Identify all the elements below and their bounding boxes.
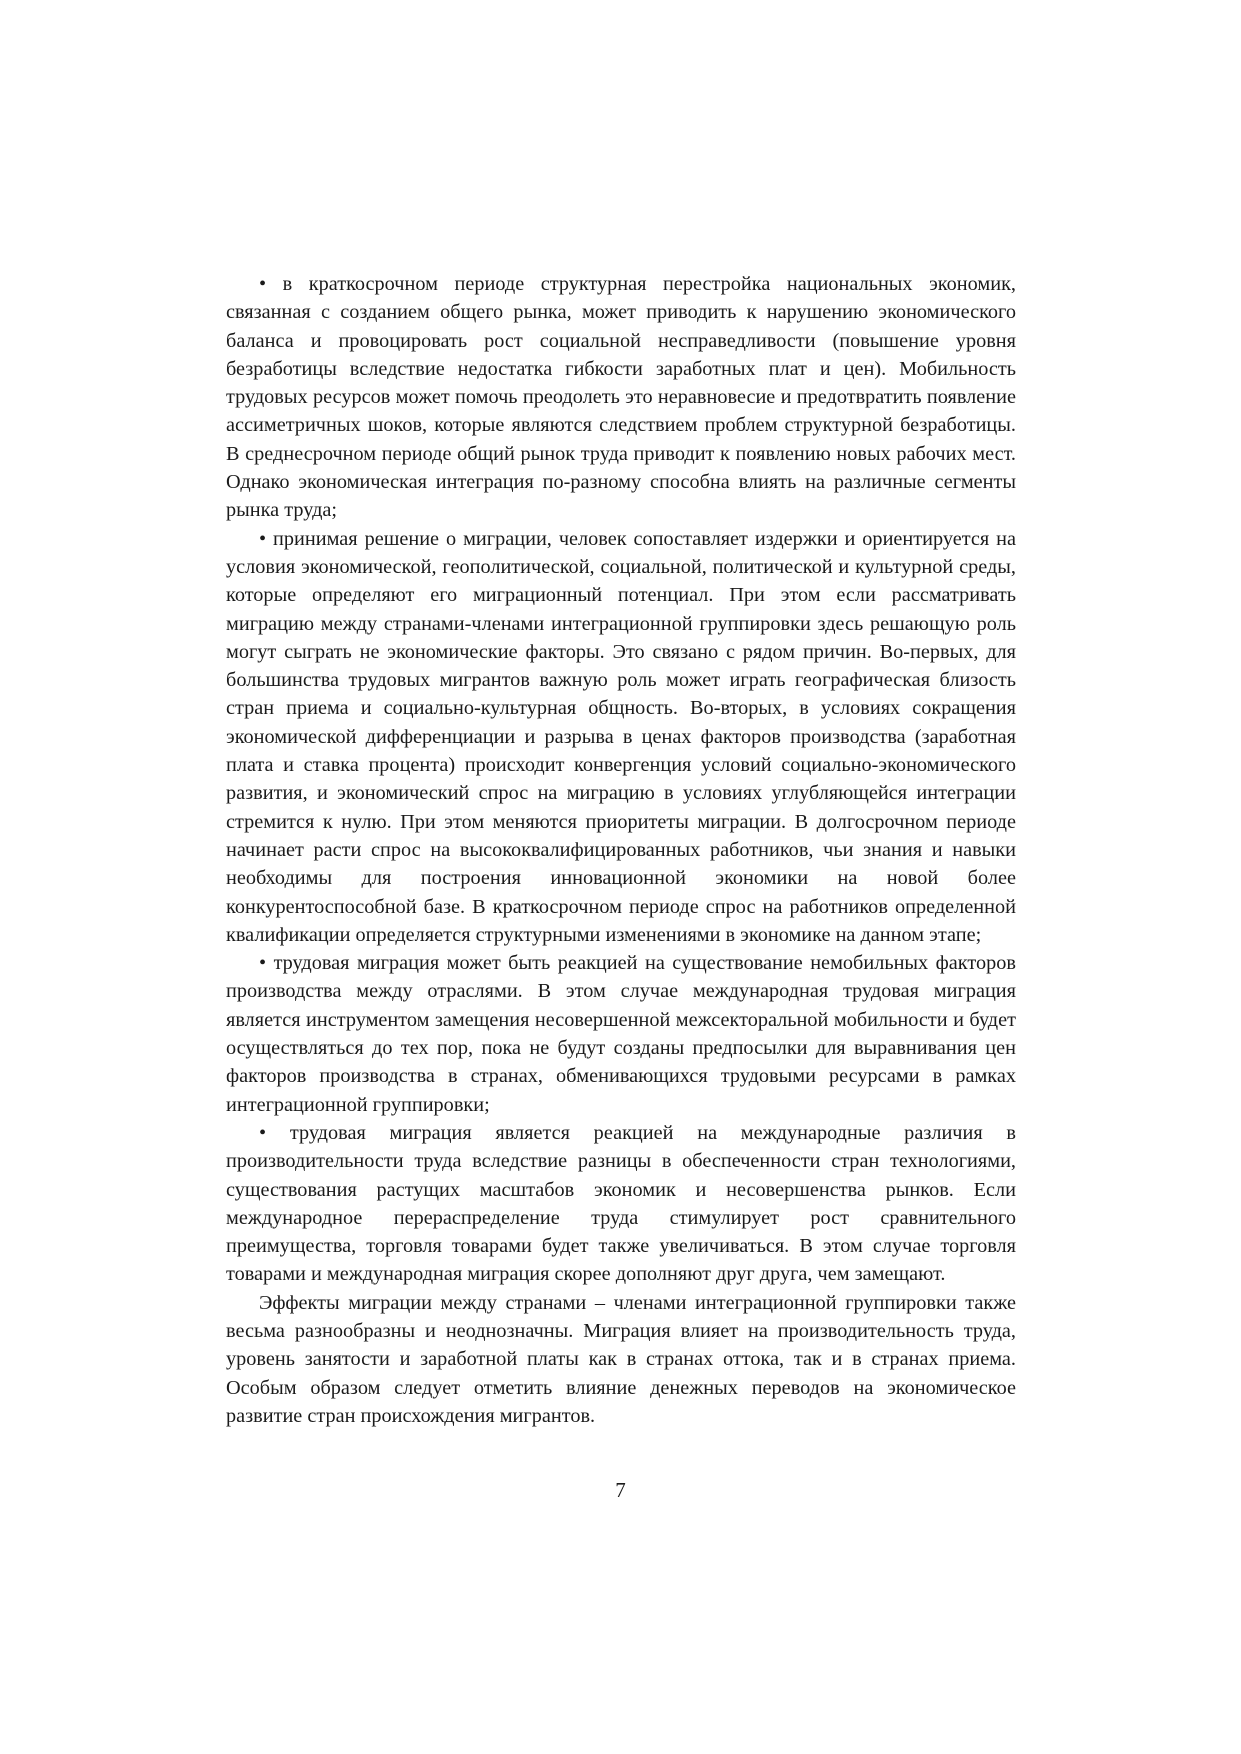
paragraph-bullet-short-term-restructuring: • в краткосрочном периоде структурная перестройка национальных экономик, связанная с созданием общего рынка, может приводить к нарушению экономического баланса и провоцировать рост социальной несправедливости (повышение уровня безработицы вследствие недостатка гибкости заработных плат и цен). Мобильность трудовых ресурсов может помочь преодолеть это неравновесие и предотвратить появление ассиметричных шоков, которые являются следствием проблем структурной безработицы. В среднесрочном периоде общий рынок труда приводит к появлению новых рабочих мест. Однако экономическая интеграция по-разному способна влиять на различные сегменты рынка труда; [226, 273, 1016, 522]
paragraph-migration-effects: Эффекты миграции между странами – членами интеграционной группировки также весьма разнообразны и неоднозначны. Миграция влияет на производительность труда, уровень занятости и заработной платы как в странах оттока, так и в странах приема. Особым образом следует отметить влияние денежных переводов на экономическое развитие стран происхождения мигрантов. [226, 1291, 1016, 1427]
paragraph-bullet-migration-decision: • принимая решение о миграции, человек сопоставляет издержки и ориентируется на условия экономической, геополитической, социальной, политической и культурной среды, которые определяют его миграционный потенциал. При этом если рассматривать миграцию между странами-членами интеграционной группировки здесь решающую роль могут сыграть не экономические факторы. Это связано с рядом причин. Во-первых, для большинства трудовых мигрантов важную роль может играть географическая близость стран приема и социально-культурная общность. Во-вторых, в условиях сокращения экономической дифференциации и разрыва в ценах факторов производства (заработная плата и ставка процента) происходит конвергенция условий социально-экономического развития, и экономический спрос на миграцию в условиях углубляющейся интеграции стремится к нулю. При этом меняются приоритеты миграции. В долгосрочном периоде начинает расти спрос на высококвалифицированных работников, чьи знания и навыки необходимы для построения инновационной экономики на новой более конкурентоспособной базе. В краткосрочном периоде спрос на работников определенной квалификации определяется структурными изменениями в экономике на данном этапе; [226, 527, 1016, 946]
body-text [226, 270, 1016, 1430]
page-number: 7 [615, 1478, 626, 1502]
paragraph-bullet-productivity-differences: • трудовая миграция является реакцией на международные различия в производительности труда вследствие разницы в обеспеченности стран технологиями, существования растущих масштабов экономик и несовершенства рынков. Если международное перераспределение труда стимулирует рост сравнительного преимущества, торговля товарами будет также увеличиваться. В этом случае торговля товарами и международная миграция скорее дополняют друг друга, чем замещают. [226, 1121, 1016, 1286]
paragraph-bullet-immobile-factors: • трудовая миграция может быть реакцией на существование немобильных факторов производства между отраслями. В этом случае международная трудовая миграция является инструментом замещения несовершенной межсекторальной мобильности и будет осуществляться до тех пор, пока не будут созданы предпосылки для выравнивания цен факторов производства в странах, обменивающихся трудовыми ресурсами в рамках интеграционной группировки; [226, 952, 1016, 1116]
